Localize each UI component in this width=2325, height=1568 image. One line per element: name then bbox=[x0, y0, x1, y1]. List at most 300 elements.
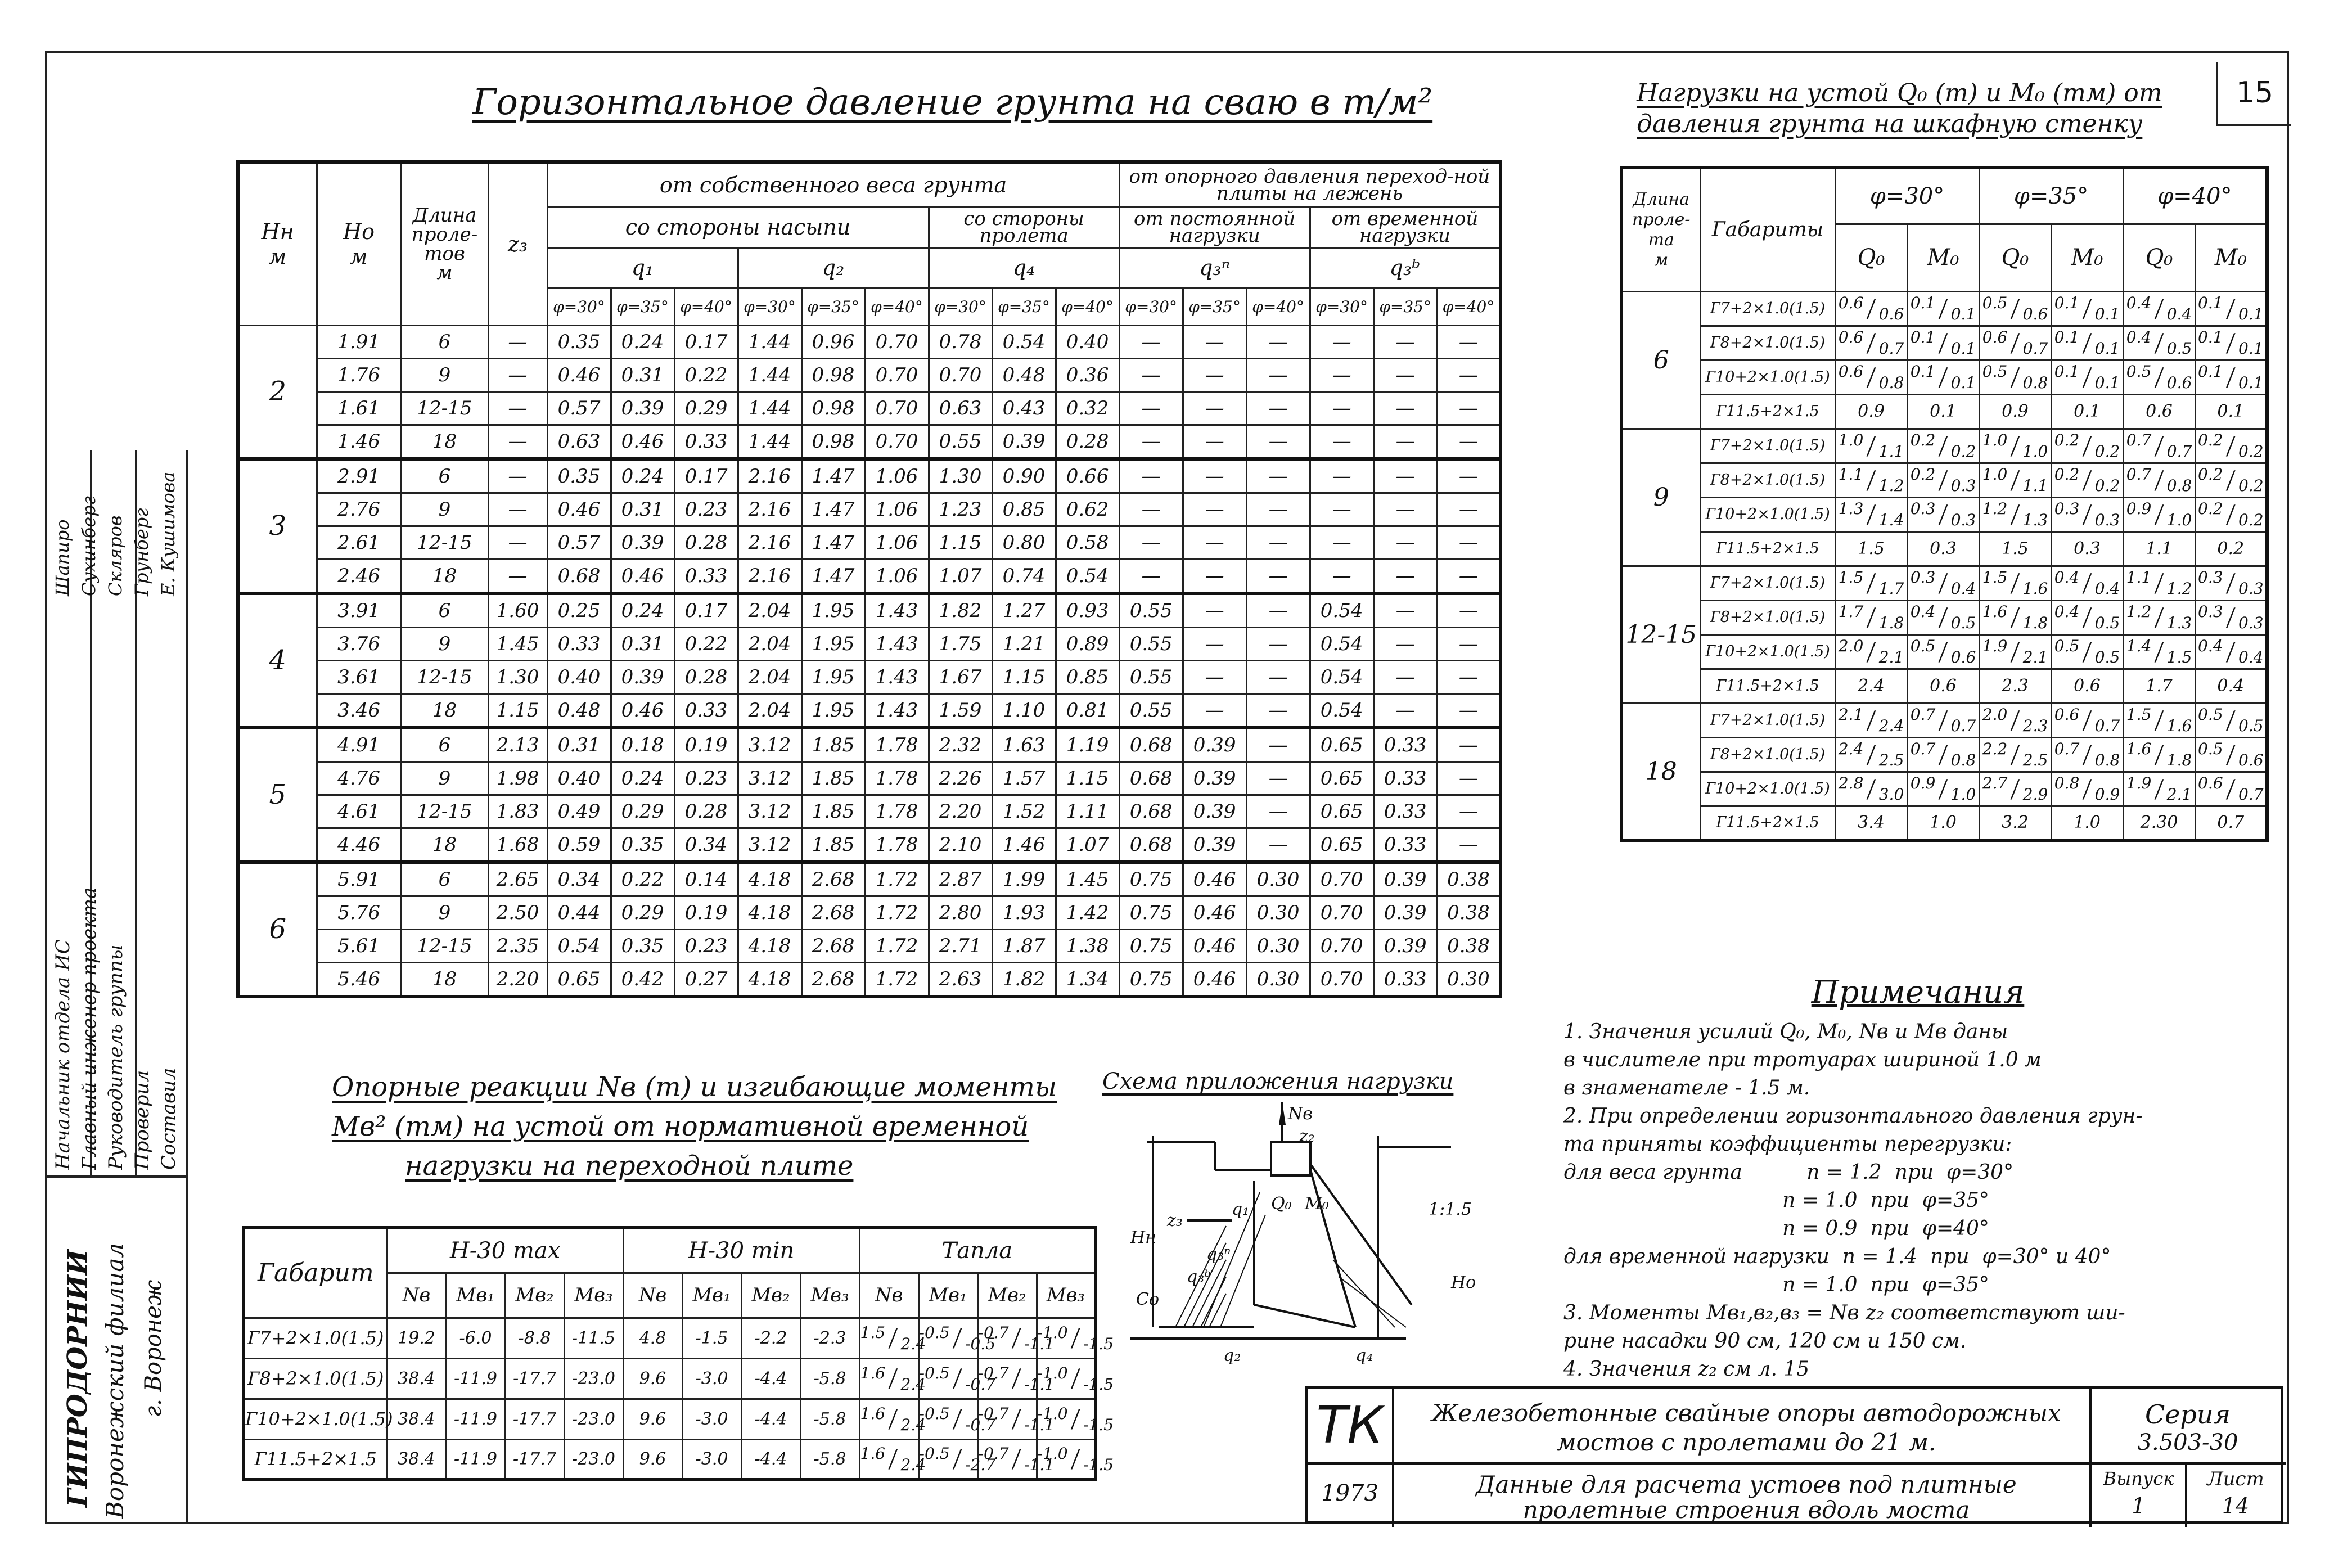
scheme-title: Схема приложения нагрузки bbox=[1102, 1069, 1454, 1094]
numerator: 1.0 bbox=[1982, 431, 2008, 449]
denominator: 2.5 bbox=[2022, 751, 2048, 769]
table-cell: 2.16 bbox=[738, 559, 801, 593]
table-cell bbox=[1979, 326, 2051, 360]
table-cell: 0.33 bbox=[674, 693, 738, 728]
table-cell: 0.46 bbox=[547, 493, 611, 526]
q2-label: q₂ bbox=[738, 247, 929, 288]
table-cell bbox=[2123, 291, 2195, 326]
table-cell: — bbox=[488, 358, 547, 391]
table-cell: 0.33 bbox=[1373, 828, 1437, 862]
table-cell: — bbox=[1373, 493, 1437, 526]
table-cell bbox=[2123, 497, 2195, 531]
table-cell bbox=[2051, 737, 2123, 772]
table-cell: — bbox=[1437, 728, 1501, 762]
fraction bbox=[2126, 568, 2192, 598]
table-cell: 0.39 bbox=[1373, 896, 1437, 929]
table-cell: 1.93 bbox=[992, 896, 1056, 929]
table-cell: — bbox=[1373, 660, 1437, 693]
denominator: 0.1 bbox=[1950, 373, 1976, 392]
table-cell: — bbox=[1119, 325, 1183, 358]
fraction-slash: / bbox=[1868, 774, 1875, 804]
fraction bbox=[1838, 328, 1904, 358]
table-cell: 0.55 bbox=[1119, 593, 1183, 628]
fraction bbox=[2054, 740, 2120, 769]
table-cell: 12-15 bbox=[401, 526, 488, 559]
table-cell: 0.75 bbox=[1119, 896, 1183, 929]
table-cell: 0.55 bbox=[1119, 660, 1183, 693]
table-cell: 0.39 bbox=[611, 526, 674, 559]
table-cell: 1.99 bbox=[992, 862, 1056, 896]
table-cell: 1.76 bbox=[317, 358, 401, 391]
table-cell: 18 bbox=[401, 693, 488, 728]
fraction bbox=[2198, 602, 2264, 632]
table-row bbox=[1621, 806, 2267, 840]
table-cell: 0.14 bbox=[674, 862, 738, 896]
table-cell: 0.57 bbox=[547, 391, 611, 425]
table-cell: — bbox=[1437, 795, 1501, 828]
table-cell: 0.39 bbox=[1183, 828, 1246, 862]
table-cell: 1.23 bbox=[929, 493, 992, 526]
denominator: 0.5 bbox=[2094, 648, 2120, 666]
col-hn: Hн bbox=[261, 219, 294, 244]
table-cell: 2.50 bbox=[488, 896, 547, 929]
table-cell: 0.48 bbox=[547, 693, 611, 728]
table-cell: — bbox=[1246, 459, 1310, 493]
fraction-slash: / bbox=[1868, 499, 1875, 529]
fraction bbox=[2054, 774, 2120, 804]
table-cell: -3.0 bbox=[682, 1399, 741, 1439]
fraction-slash: / bbox=[2084, 774, 2090, 804]
table-cell: 0.30 bbox=[1246, 896, 1310, 929]
numerator: 0.2 bbox=[2054, 431, 2080, 449]
fraction-slash: / bbox=[1940, 568, 1946, 598]
table-cell: 2.91 bbox=[317, 459, 401, 493]
table-cell: -8.8 bbox=[505, 1318, 564, 1358]
fraction bbox=[2198, 637, 2264, 666]
table-cell: 1.07 bbox=[1056, 828, 1119, 862]
table-cell: 1.57 bbox=[992, 762, 1056, 795]
table-cell: 2.10 bbox=[929, 828, 992, 862]
denominator: 0.5 bbox=[1950, 614, 1976, 632]
fraction-slash: / bbox=[1013, 1444, 1020, 1474]
denominator: 0.7 bbox=[1950, 717, 1976, 735]
table-cell: — bbox=[488, 459, 547, 493]
numerator: 1.6 bbox=[1982, 602, 2008, 621]
table-cell: 0.85 bbox=[1056, 660, 1119, 693]
fraction-slash: / bbox=[2227, 431, 2234, 461]
denominator: 0.2 bbox=[2094, 442, 2120, 461]
note-line: 3. Моменты Mв₁,в₂,в₃ = Nв z₂ соответствуют ши- bbox=[1563, 1301, 2125, 1324]
denominator: 0.3 bbox=[1950, 511, 1976, 529]
fraction-slash: / bbox=[1868, 602, 1875, 632]
table-cell: 0.70 bbox=[929, 358, 992, 391]
fraction-slash: / bbox=[2084, 568, 2090, 598]
table-cell: 0.31 bbox=[547, 728, 611, 762]
table-cell: 1.30 bbox=[929, 459, 992, 493]
table-cell: 2.63 bbox=[929, 962, 992, 997]
table-cell: — bbox=[1183, 693, 1246, 728]
table-cell: 1.72 bbox=[865, 862, 929, 896]
scheme-label: q₂ bbox=[1223, 1346, 1241, 1366]
fraction bbox=[1838, 431, 1904, 461]
table-cell: 0.70 bbox=[865, 425, 929, 459]
numerator: 2.1 bbox=[1838, 705, 1864, 724]
col-ho-unit: м bbox=[350, 244, 368, 269]
table-cell: 0.46 bbox=[1183, 896, 1246, 929]
scheme-label: Nв bbox=[1288, 1104, 1313, 1124]
fraction-slash: / bbox=[2012, 362, 2018, 392]
table-cell: 0.65 bbox=[1310, 795, 1373, 828]
numerator: 0.1 bbox=[2198, 294, 2223, 312]
denominator: 2.4 bbox=[900, 1455, 926, 1474]
col-header: Mв₃ bbox=[564, 1273, 623, 1318]
fraction bbox=[2054, 362, 2120, 392]
sheet-title-1: Данные для расчета устоев под плитные bbox=[1476, 1471, 2017, 1498]
fraction bbox=[1838, 705, 1904, 735]
table-cell: — bbox=[1437, 762, 1501, 795]
table-cell: 4.46 bbox=[317, 828, 401, 862]
scheme-label: Hн bbox=[1130, 1228, 1156, 1247]
numerator: 0.4 bbox=[2126, 328, 2152, 346]
fraction bbox=[1982, 705, 2048, 735]
notes-title: Примечания bbox=[1811, 974, 2025, 1011]
table-cell bbox=[2123, 326, 2195, 360]
phi-35: φ=35° bbox=[1979, 168, 2123, 224]
table-cell: — bbox=[1437, 425, 1501, 459]
denominator: 1.8 bbox=[1878, 614, 1904, 632]
table-cell bbox=[1979, 600, 2051, 634]
fraction-slash: / bbox=[1940, 774, 1946, 804]
table-cell: 0.70 bbox=[1310, 962, 1373, 997]
scheme-label: q₁ bbox=[1232, 1200, 1250, 1219]
table-cell: — bbox=[1437, 459, 1501, 493]
fraction-slash: / bbox=[2227, 328, 2234, 358]
denominator: -1.1 bbox=[1024, 1334, 1055, 1353]
fraction bbox=[1910, 431, 1976, 461]
denominator: 0.7 bbox=[2166, 442, 2192, 461]
table-cell: — bbox=[488, 559, 547, 593]
table-cell: 0.39 bbox=[1183, 728, 1246, 762]
table-cell: 6 bbox=[401, 325, 488, 358]
phi-header: φ=30° bbox=[1310, 288, 1373, 325]
numerator: 0.2 bbox=[2198, 465, 2223, 484]
table-cell: 2.04 bbox=[738, 693, 801, 728]
table-cell bbox=[1907, 463, 1979, 497]
tk-logo: ТК bbox=[1308, 1389, 1394, 1465]
table-cell: — bbox=[1183, 358, 1246, 391]
table-cell: 1.47 bbox=[801, 493, 865, 526]
table-cell: — bbox=[1183, 627, 1246, 660]
table-row bbox=[244, 1318, 1096, 1358]
fraction bbox=[1838, 637, 1904, 666]
main-title: Горизонтальное давление грунта на сваю в т/м² bbox=[472, 82, 1433, 123]
table-cell: 0.24 bbox=[611, 762, 674, 795]
denominator: 0.8 bbox=[1950, 751, 1976, 769]
fraction-slash: / bbox=[2012, 568, 2018, 598]
table-cell: -5.8 bbox=[800, 1358, 859, 1399]
denominator: 2.3 bbox=[2022, 717, 2048, 735]
table-cell: 1.85 bbox=[801, 728, 865, 762]
table-cell bbox=[918, 1358, 996, 1399]
fraction bbox=[1910, 774, 1976, 804]
fraction bbox=[1982, 499, 2048, 529]
fraction-slash: / bbox=[1013, 1323, 1020, 1353]
fraction-slash: / bbox=[2156, 602, 2162, 632]
denominator: -1.5 bbox=[1083, 1415, 1114, 1434]
table-cell: 0.33 bbox=[1373, 762, 1437, 795]
table-cell: 0.33 bbox=[547, 627, 611, 660]
table-cell: — bbox=[1437, 526, 1501, 559]
table-cell: — bbox=[1119, 559, 1183, 593]
table-cell: 1.47 bbox=[801, 526, 865, 559]
table-cell: — bbox=[1183, 325, 1246, 358]
table-cell: 0.25 bbox=[547, 593, 611, 628]
table-row bbox=[1621, 634, 2267, 669]
fraction bbox=[1838, 362, 1904, 392]
table-cell: 1.47 bbox=[801, 459, 865, 493]
table-cell: 0.70 bbox=[1310, 896, 1373, 929]
fraction-slash: / bbox=[890, 1323, 896, 1353]
fraction-slash: / bbox=[890, 1444, 896, 1474]
table-cell: 1.07 bbox=[929, 559, 992, 593]
table-cell: 9 bbox=[401, 358, 488, 391]
table-row bbox=[238, 559, 1501, 593]
denominator: 0.6 bbox=[2166, 373, 2192, 392]
table-cell: 6 bbox=[401, 862, 488, 896]
table-cell: — bbox=[488, 391, 547, 425]
table-cell: 0.7 bbox=[2195, 806, 2267, 840]
fraction bbox=[2126, 740, 2192, 769]
denominator: 0.6 bbox=[1950, 648, 1976, 666]
fraction-slash: / bbox=[954, 1444, 961, 1474]
gabarit: Г10+2×1.0(1.5) bbox=[244, 1399, 387, 1439]
gabarit: Г11.5+2×1.5 bbox=[244, 1439, 387, 1480]
phi-header: φ=35° bbox=[1183, 288, 1246, 325]
fraction bbox=[2198, 740, 2264, 769]
table-cell: 0.46 bbox=[1183, 962, 1246, 997]
table-cell: — bbox=[1119, 526, 1183, 559]
numerator: 0.7 bbox=[2126, 431, 2152, 449]
table-row bbox=[1621, 566, 2267, 600]
table-cell bbox=[1835, 497, 1907, 531]
table-cell: 2.32 bbox=[929, 728, 992, 762]
numerator: 1.9 bbox=[1982, 637, 2008, 655]
table-cell bbox=[1907, 429, 1979, 463]
numerator: 0.5 bbox=[2054, 637, 2080, 655]
scheme-label: Hо bbox=[1451, 1273, 1476, 1292]
table-cell: 0.33 bbox=[1373, 728, 1437, 762]
group-slab-reaction: от опорного давления переход-ной плиты на лежень bbox=[1119, 162, 1501, 207]
note-line: n = 0.9 при φ=40° bbox=[1563, 1217, 1989, 1240]
table-cell bbox=[2051, 497, 2123, 531]
denominator: 0.1 bbox=[2094, 339, 2120, 358]
table-cell: 0.34 bbox=[547, 862, 611, 896]
table-row bbox=[238, 493, 1501, 526]
numerator: 0.3 bbox=[1910, 499, 1936, 518]
table-row bbox=[238, 728, 1501, 762]
table-row bbox=[244, 1358, 1096, 1399]
numerator: -0.7 bbox=[978, 1323, 1009, 1342]
fraction-slash: / bbox=[2084, 602, 2090, 632]
col-header: Nв bbox=[859, 1273, 918, 1318]
table-cell: 1.60 bbox=[488, 593, 547, 628]
table-cell: 1.78 bbox=[865, 828, 929, 862]
fraction-slash: / bbox=[2084, 294, 2090, 323]
fraction bbox=[2126, 465, 2192, 495]
table-cell bbox=[2051, 772, 2123, 806]
col-gabarit: Габариты bbox=[1700, 168, 1835, 291]
denominator: 1.7 bbox=[1878, 579, 1904, 598]
denominator: 0.2 bbox=[2094, 476, 2120, 495]
table-cell: 0.70 bbox=[865, 391, 929, 425]
fraction bbox=[1982, 568, 2048, 598]
table-cell: 2.30 bbox=[2123, 806, 2195, 840]
table-cell: 0.46 bbox=[1183, 862, 1246, 896]
fraction-slash: / bbox=[1013, 1364, 1020, 1393]
table-cell: 0.27 bbox=[674, 962, 738, 997]
table-cell: 18 bbox=[401, 962, 488, 997]
table-cell: 18 bbox=[401, 828, 488, 862]
fraction-slash: / bbox=[2012, 602, 2018, 632]
denominator: 2.5 bbox=[1878, 751, 1904, 769]
table-cell: — bbox=[1373, 627, 1437, 660]
table-cell: 0.28 bbox=[1056, 425, 1119, 459]
denominator: 0.3 bbox=[2094, 511, 2120, 529]
table-cell: 1.98 bbox=[488, 762, 547, 795]
phi-header: φ=40° bbox=[865, 288, 929, 325]
scheme-label: 1:1.5 bbox=[1429, 1200, 1472, 1219]
denominator: 0.5 bbox=[2094, 614, 2120, 632]
fraction bbox=[1982, 328, 2048, 358]
numerator: 0.3 bbox=[1910, 568, 1936, 587]
table-cell bbox=[1907, 360, 1979, 394]
fraction-slash: / bbox=[1868, 637, 1875, 666]
table-cell bbox=[1835, 566, 1907, 600]
denominator: -1.5 bbox=[1083, 1375, 1114, 1394]
table-cell: 2.04 bbox=[738, 627, 801, 660]
table-row bbox=[238, 962, 1501, 997]
hn-value: 2 bbox=[238, 325, 317, 459]
table-cell: 0.6 bbox=[1907, 669, 1979, 703]
table-row bbox=[238, 391, 1501, 425]
table-cell: 0.31 bbox=[611, 358, 674, 391]
numerator: 0.2 bbox=[1910, 465, 1936, 484]
numerator: 0.5 bbox=[1910, 637, 1936, 655]
fraction-slash: / bbox=[1940, 362, 1946, 392]
table-row bbox=[1621, 669, 2267, 703]
fraction-slash: / bbox=[1868, 465, 1875, 495]
table-cell: 2.04 bbox=[738, 593, 801, 628]
table-cell: — bbox=[1246, 559, 1310, 593]
fraction-slash: / bbox=[890, 1364, 896, 1393]
fraction-slash: / bbox=[2012, 774, 2018, 804]
table-cell: 0.70 bbox=[865, 325, 929, 358]
fraction-slash: / bbox=[1940, 294, 1946, 323]
denominator: 0.9 bbox=[2094, 785, 2120, 804]
fraction-slash: / bbox=[2227, 740, 2234, 769]
table-cell: 0.48 bbox=[992, 358, 1056, 391]
table-cell: 12-15 bbox=[401, 391, 488, 425]
fraction bbox=[2126, 362, 2192, 392]
table-row bbox=[1621, 360, 2267, 394]
table-row bbox=[238, 795, 1501, 828]
table-cell: 18 bbox=[401, 559, 488, 593]
denominator: 0.2 bbox=[2238, 511, 2264, 529]
table-cell: 2.80 bbox=[929, 896, 992, 929]
numerator: 0.5 bbox=[1982, 362, 2008, 381]
reactions-table bbox=[242, 1226, 1114, 1481]
table-cell: 12-15 bbox=[401, 795, 488, 828]
numerator: 0.2 bbox=[2198, 431, 2223, 449]
table-cell: 1.10 bbox=[992, 693, 1056, 728]
table-cell: 1.67 bbox=[929, 660, 992, 693]
table-cell: 1.34 bbox=[1056, 962, 1119, 997]
table-row bbox=[1621, 772, 2267, 806]
table-cell: — bbox=[1373, 693, 1437, 728]
fraction bbox=[1982, 362, 2048, 392]
table-cell: 0.70 bbox=[1310, 862, 1373, 896]
table-cell: — bbox=[1183, 559, 1246, 593]
col-header: Mв₃ bbox=[1037, 1273, 1096, 1318]
numerator: 1.6 bbox=[860, 1444, 886, 1463]
table-cell: — bbox=[1437, 627, 1501, 660]
col-header: Nв bbox=[387, 1273, 446, 1318]
col-z3: z₃ bbox=[488, 162, 547, 325]
table-cell: -4.4 bbox=[741, 1399, 800, 1439]
gabarit: Г11.5+2×1.5 bbox=[1700, 669, 1835, 703]
table-row bbox=[244, 1439, 1096, 1480]
table-cell bbox=[2195, 326, 2267, 360]
table-cell: 0.28 bbox=[674, 526, 738, 559]
span-length: 9 bbox=[1621, 429, 1700, 566]
denominator: 2.1 bbox=[2166, 785, 2192, 804]
span-length: 12-15 bbox=[1621, 566, 1700, 703]
fraction-slash: / bbox=[2156, 499, 2162, 529]
table-cell: -3.0 bbox=[682, 1439, 741, 1480]
table-cell: -17.7 bbox=[505, 1358, 564, 1399]
table-cell: 0.39 bbox=[611, 660, 674, 693]
fraction-slash: / bbox=[2084, 465, 2090, 495]
gabarit: Г8+2×1.0(1.5) bbox=[1700, 600, 1835, 634]
table-cell: — bbox=[1373, 358, 1437, 391]
table-cell: — bbox=[1246, 728, 1310, 762]
table-cell: 0.55 bbox=[1119, 627, 1183, 660]
note-line: 1. Значения усилий Q₀, M₀, Nв и Mв даны bbox=[1563, 1020, 2008, 1043]
fraction-slash: / bbox=[2012, 499, 2018, 529]
table-cell: 0.33 bbox=[1373, 962, 1437, 997]
scheme-label: Cо bbox=[1136, 1290, 1160, 1309]
table-cell: 2.68 bbox=[801, 962, 865, 997]
numerator: -0.5 bbox=[919, 1404, 950, 1423]
numerator: 2.0 bbox=[1838, 637, 1864, 655]
table-cell bbox=[2123, 703, 2195, 737]
gabarit: Г8+2×1.0(1.5) bbox=[1700, 737, 1835, 772]
col-header: Mв₁ bbox=[682, 1273, 741, 1318]
numerator: 0.6 bbox=[1838, 362, 1864, 381]
numerator: 1.5 bbox=[860, 1323, 886, 1342]
fraction bbox=[1910, 362, 1976, 392]
notes-block bbox=[1563, 974, 2272, 1384]
denominator: 1.6 bbox=[2022, 579, 2048, 598]
fraction bbox=[1838, 294, 1904, 323]
table-cell bbox=[1979, 291, 2051, 326]
table-cell: 1.45 bbox=[488, 627, 547, 660]
table-cell: 0.98 bbox=[801, 425, 865, 459]
denominator: 0.4 bbox=[1950, 579, 1976, 598]
table-cell: — bbox=[1183, 459, 1246, 493]
table-cell: 0.42 bbox=[611, 962, 674, 997]
table-cell: 0.54 bbox=[992, 325, 1056, 358]
